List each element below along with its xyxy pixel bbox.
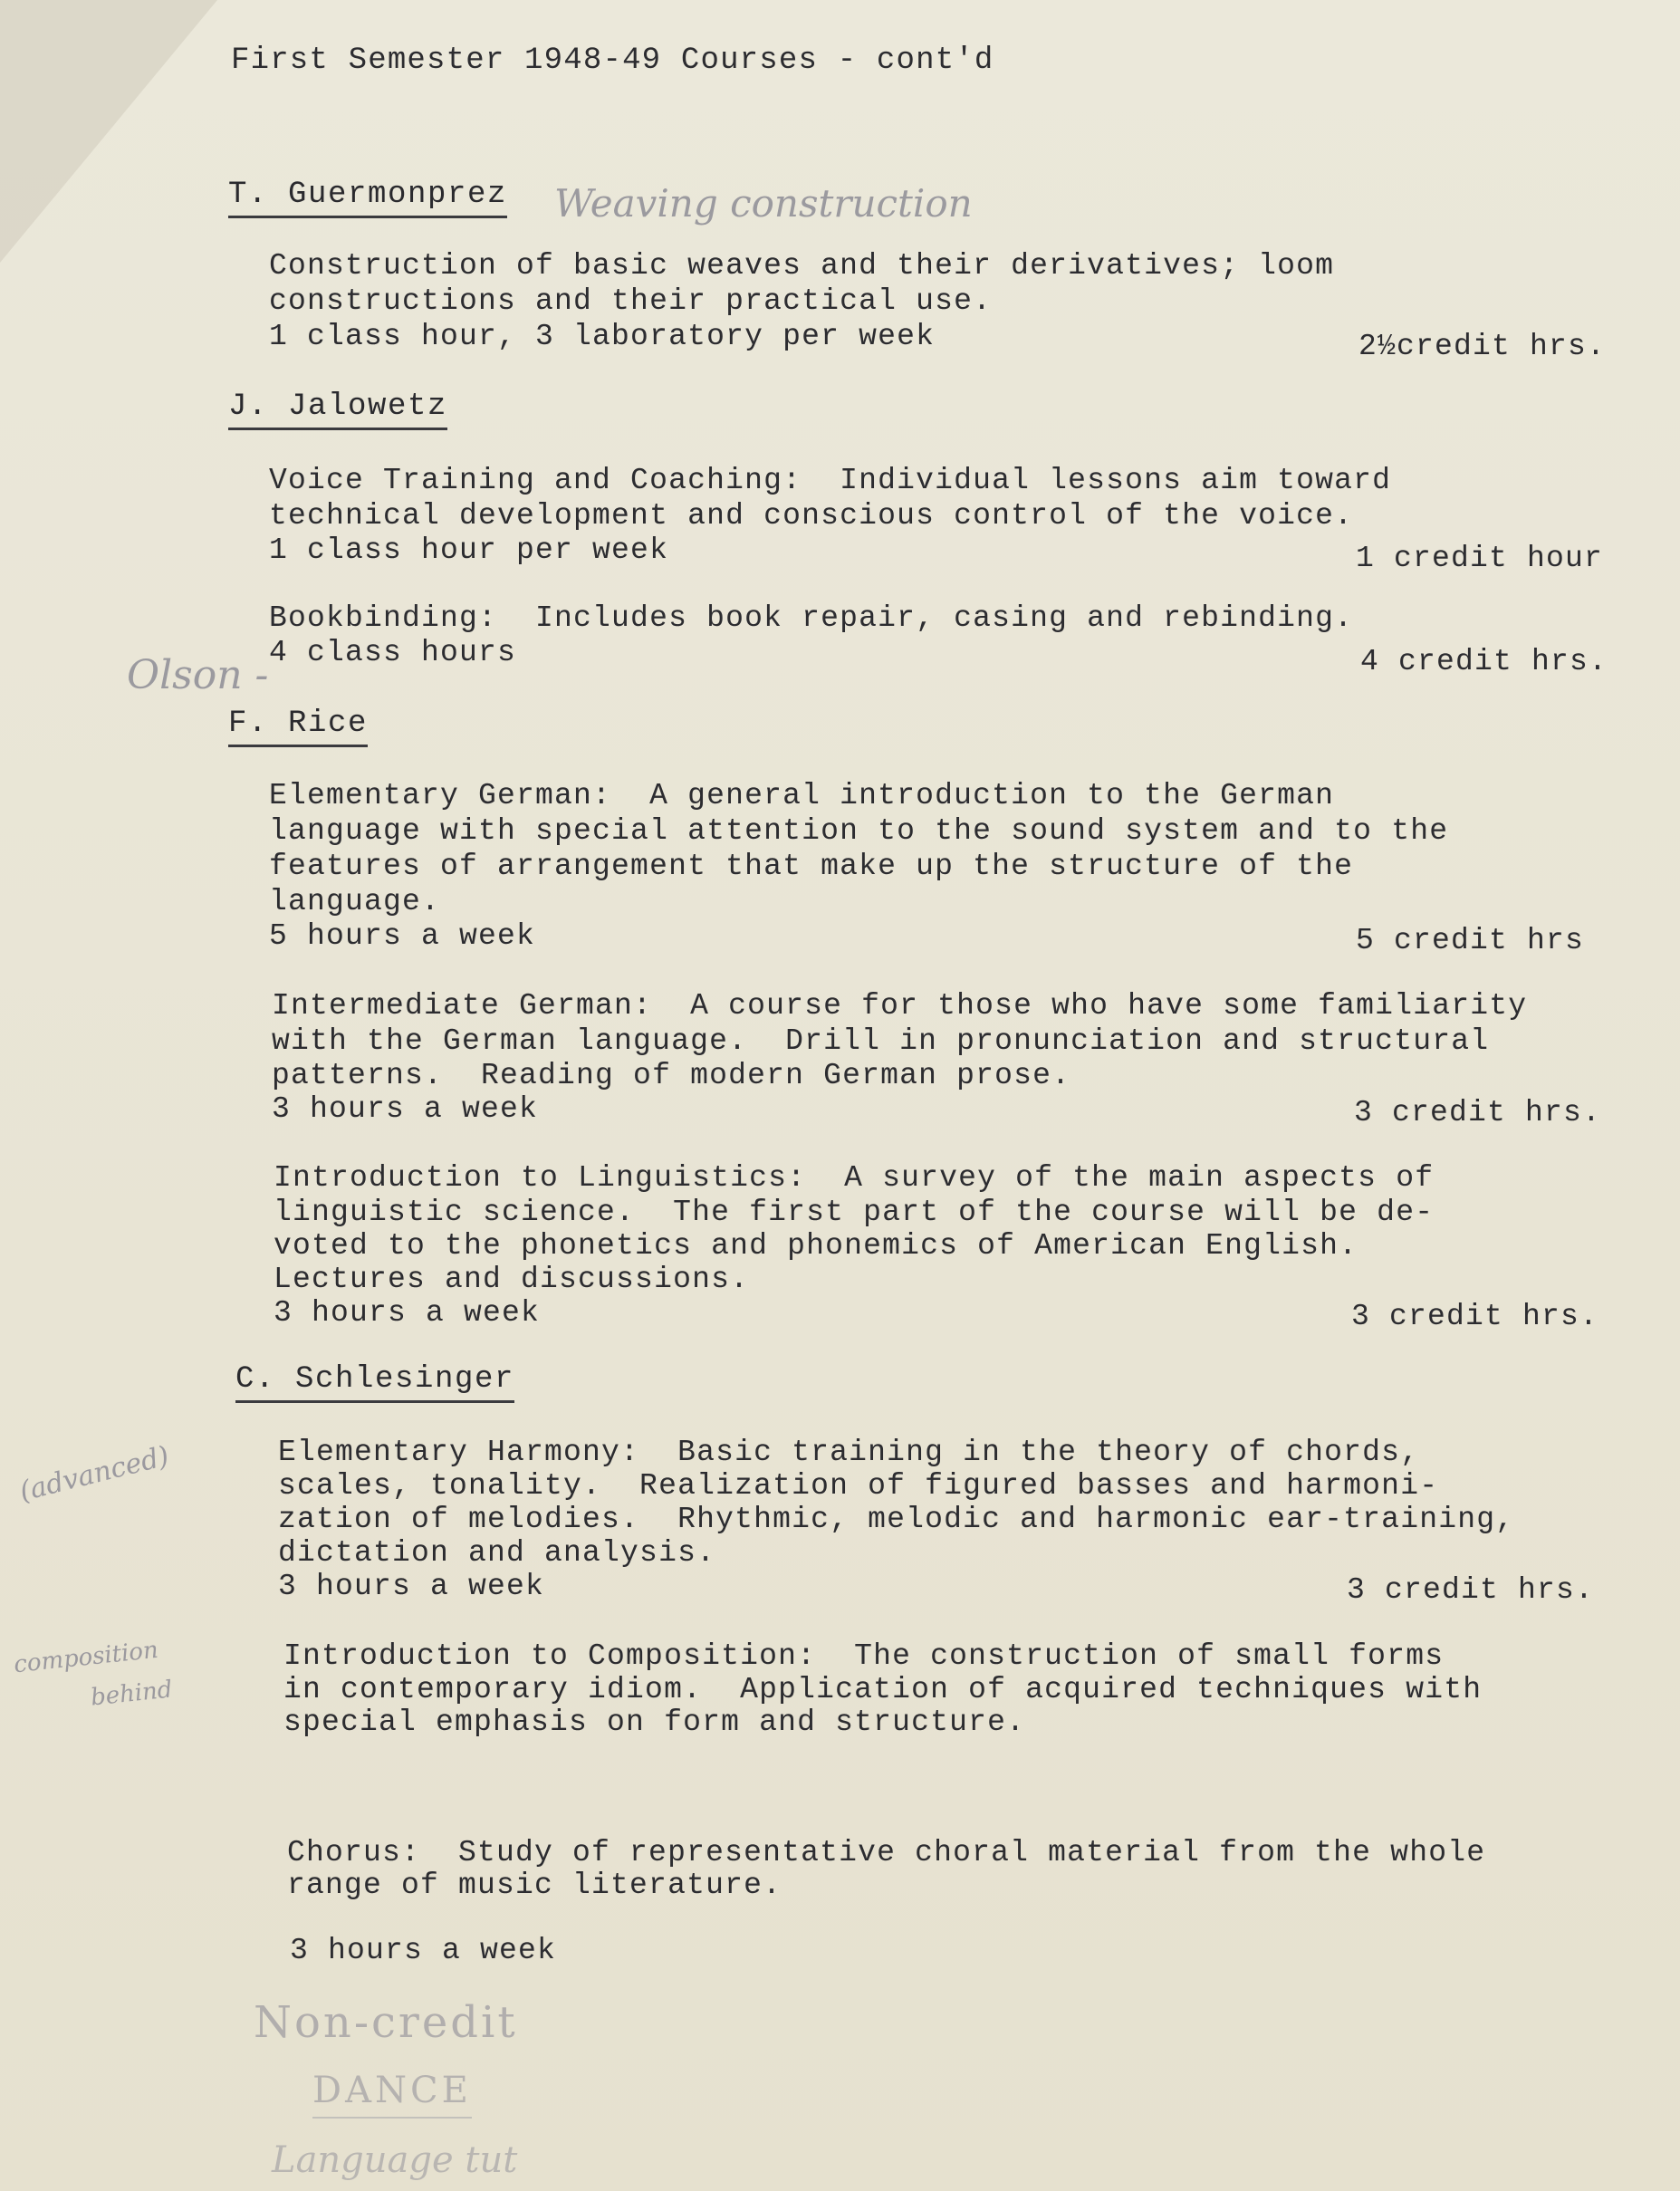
page-header: First Semester 1948-49 Courses - cont'd [231,43,994,78]
course-desc-line: Introduction to Linguistics: A survey of the main aspects of [274,1161,1435,1195]
course-desc-line: Bookbinding: Includes book repair, casing and rebinding. [269,601,1354,635]
course-desc-line: special emphasis on form and structure. [283,1706,1026,1739]
instructor-heading-guermonprez: T. Guermonprez [228,178,507,218]
course-desc-line: constructions and their practical use. [269,284,993,318]
course-desc-line: zation of melodies. Rhythmic, melodic and harmonic ear-training, [278,1503,1515,1536]
handwritten-note-dance: DANCE [312,2070,472,2119]
course-desc-line: Construction of basic weaves and their derivatives; loom [269,249,1335,283]
handwritten-note-olson: Olson - [127,652,269,698]
course-desc-line: dictation and analysis. [278,1536,716,1570]
course-desc-line: language. [269,885,441,918]
course-credit: 5 credit hrs [1356,924,1585,957]
course-credit: 2½credit hrs. [1358,330,1607,363]
course-desc-line: linguistic science. The first part of the course will be de- [274,1196,1435,1229]
course-hours: 4 class hours [269,636,517,669]
course-hours: 3 hours a week [278,1570,545,1603]
course-credit: 1 credit hour [1356,542,1604,575]
course-desc-line: Voice Training and Coaching: Individual lessons aim toward [269,464,1392,497]
handwritten-note-composition: composition [12,1636,160,1679]
course-credit: 3 credit hrs. [1354,1096,1602,1129]
course-desc-line: with the German language. Drill in pronunciation and structural [272,1024,1490,1058]
course-desc-line: voted to the phonetics and phonemics of American English. [274,1229,1358,1263]
handwritten-note-behind: behind [89,1676,174,1712]
course-credit: 3 credit hrs. [1351,1300,1599,1333]
course-hours: 3 hours a week [272,1092,539,1126]
course-desc-line: range of music literature. [287,1869,782,1902]
course-desc-line: in contemporary idiom. Application of acquired techniques with [283,1673,1483,1706]
handwritten-note-non-credit: Non-credit [254,1997,518,2048]
course-hours: 1 class hour, 3 laboratory per week [269,320,936,353]
course-desc-line: Introduction to Composition: The construction of small forms [283,1639,1445,1673]
course-desc-line: Lectures and discussions. [274,1263,750,1296]
folded-corner [0,0,217,263]
instructor-heading-jalowetz: J. Jalowetz [228,389,447,430]
course-hours: 1 class hour per week [269,533,669,567]
course-desc-line: Elementary German: A general introduction to the German [269,779,1335,812]
course-desc-line: technical development and conscious control of the voice. [269,499,1354,533]
course-desc-line: patterns. Reading of modern German prose. [272,1059,1071,1092]
course-credit: 4 credit hrs. [1360,645,1608,678]
course-desc-line: Elementary Harmony: Basic training in the theory of chords, [278,1436,1420,1469]
handwritten-note-advanced: (advanced) [16,1440,173,1508]
course-hours: 5 hours a week [269,919,536,953]
instructor-heading-rice: F. Rice [228,706,368,747]
course-hours: 3 hours a week [274,1296,541,1330]
course-credit: 3 credit hrs. [1347,1573,1595,1607]
course-desc-line: language with special attention to the sound system and to the [269,814,1449,848]
course-desc-line: Intermediate German: A course for those who have some familiarity [272,989,1528,1023]
course-desc-line: scales, tonality. Realization of figured basses and harmoni- [278,1469,1439,1503]
course-desc-line: Chorus: Study of representative choral material from the whole [287,1836,1486,1869]
course-desc-line: features of arrangement that make up the structure of the [269,850,1354,883]
instructor-heading-schlesinger: C. Schlesinger [235,1362,514,1403]
handwritten-note-language-tut: Language tut [272,2139,518,2181]
course-hours: 3 hours a week [290,1934,557,1967]
handwritten-note-weaving: Weaving construction [554,181,973,226]
